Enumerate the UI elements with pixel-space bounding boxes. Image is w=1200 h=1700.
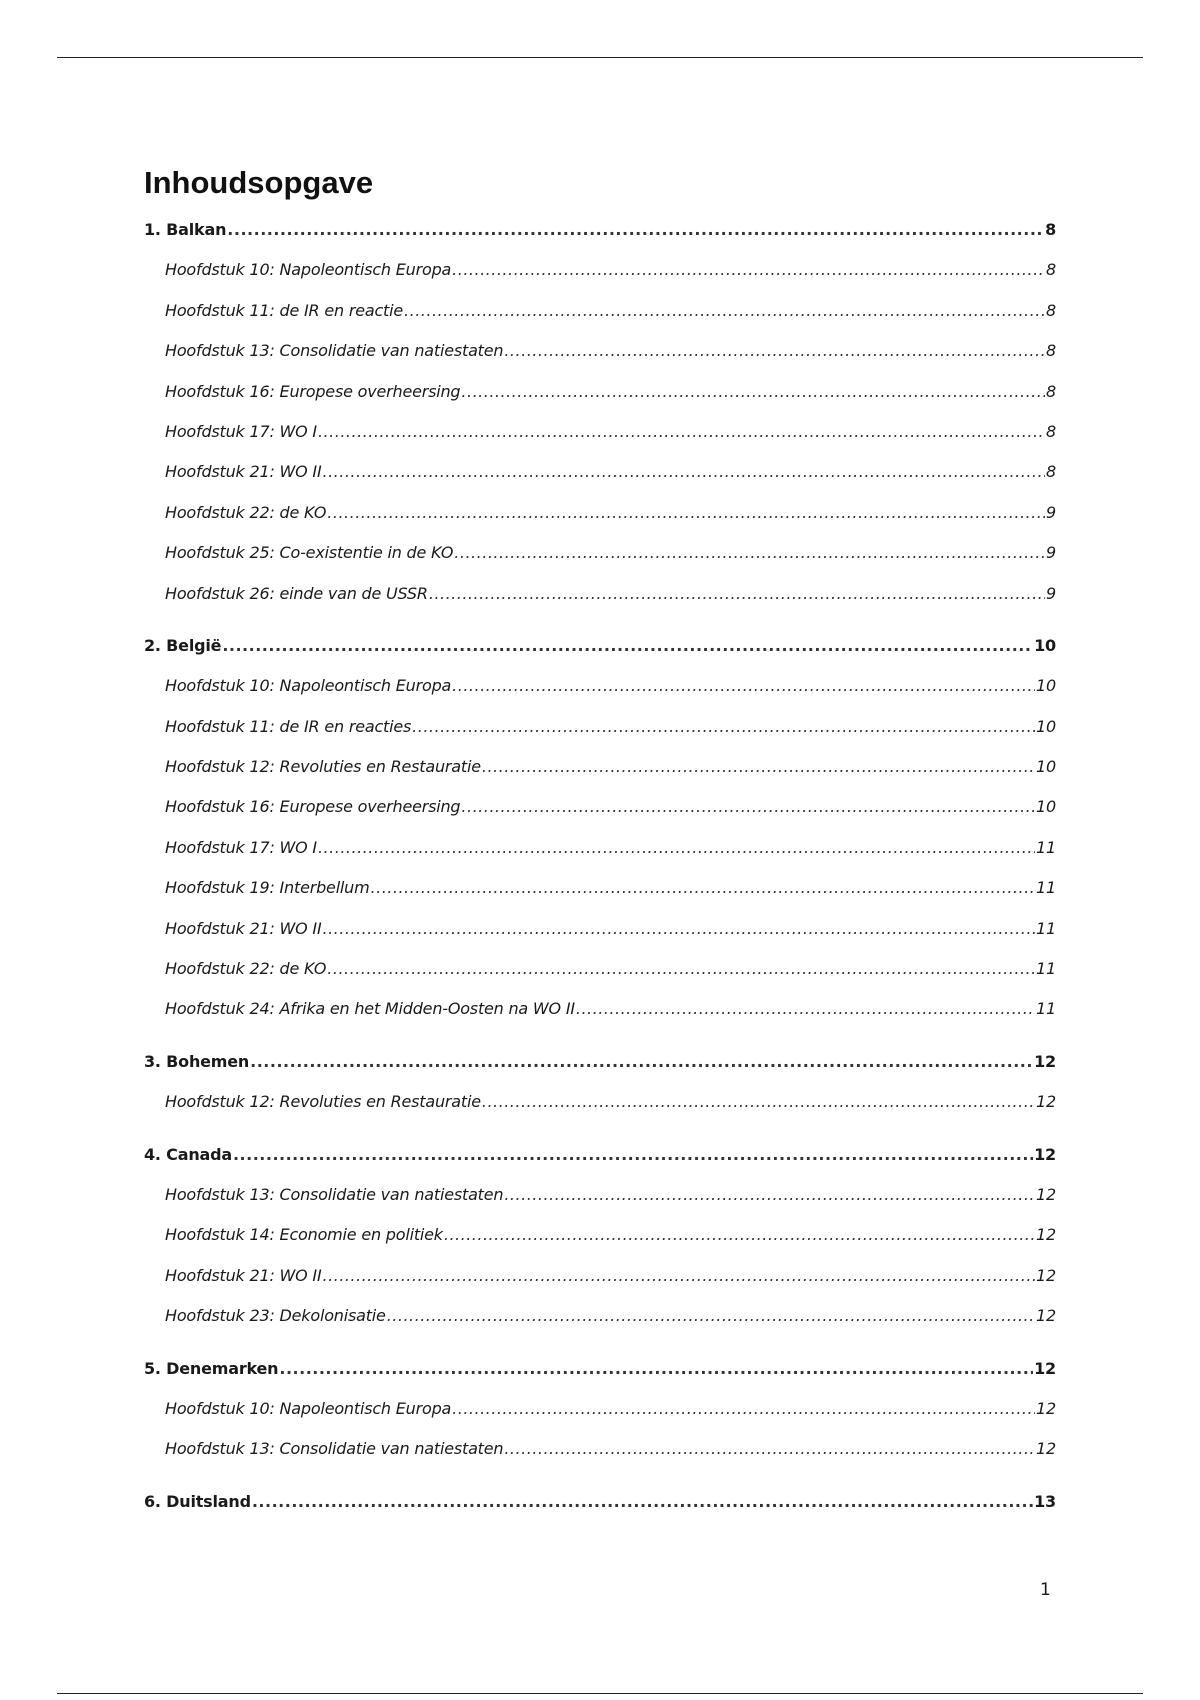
dot-leader <box>412 717 1035 736</box>
page-title: Inhoudsopgave <box>144 165 374 200</box>
toc-subentry[interactable] <box>144 757 1056 797</box>
dot-leader <box>454 543 1045 562</box>
footer-rule <box>57 1693 1143 1694</box>
toc-section <box>144 220 1056 624</box>
toc-entry-page: 10 <box>1036 797 1056 817</box>
toc-entry-page: 9 <box>1046 583 1056 603</box>
toc-entry-page: 10 <box>1036 716 1056 736</box>
dot-leader <box>227 220 1044 239</box>
dot-leader <box>429 584 1045 603</box>
toc-entry-label: Hoofdstuk 19: Interbellum <box>165 878 370 898</box>
toc-entry-label: Hoofdstuk 14: Economie en politiek <box>165 1225 443 1245</box>
toc-entry-page: 8 <box>1046 421 1056 441</box>
dot-leader <box>576 999 1035 1018</box>
dot-leader <box>461 382 1045 401</box>
dot-leader <box>279 1359 1033 1378</box>
toc-entry-label: 3. Bohemen <box>144 1051 250 1071</box>
dot-leader <box>318 422 1045 441</box>
toc-subentry[interactable] <box>144 1185 1056 1225</box>
header-rule <box>57 57 1143 58</box>
toc-entry-label: Hoofdstuk 24: Afrika en het Midden-Oosten na WO II <box>165 999 575 1019</box>
toc-entry-page: 11 <box>1036 918 1056 938</box>
toc-entry-page: 12 <box>1036 1184 1056 1204</box>
toc-section <box>144 1052 1056 1133</box>
dot-leader <box>250 1052 1033 1071</box>
toc-subentry[interactable] <box>144 1225 1056 1265</box>
toc-chapter-entry[interactable] <box>144 1492 1056 1532</box>
toc-entry-page: 12 <box>1036 1225 1056 1245</box>
toc-subentry[interactable] <box>144 676 1056 716</box>
toc-subentry[interactable] <box>144 584 1056 624</box>
toc-entry-label: Hoofdstuk 10: Napoleontisch Europa <box>165 260 452 280</box>
dot-leader <box>322 919 1035 938</box>
toc-entry-label: Hoofdstuk 17: WO I <box>165 837 317 857</box>
toc-entry-label: 4. Canada <box>144 1144 232 1164</box>
toc-list <box>144 220 1056 1532</box>
toc-entry-label: Hoofdstuk 13: Consolidatie van natiestaten <box>165 1184 504 1204</box>
toc-entry-page: 12 <box>1036 1306 1056 1326</box>
toc-entry-page: 12 <box>1036 1265 1056 1285</box>
toc-entry-label: Hoofdstuk 22: de KO <box>165 959 327 979</box>
toc-entry-label: Hoofdstuk 26: einde van de USSR <box>165 583 428 603</box>
toc-subentry[interactable] <box>144 959 1056 999</box>
toc-entry-label: Hoofdstuk 10: Napoleontisch Europa <box>165 676 452 696</box>
dot-leader <box>452 1399 1035 1418</box>
toc-subentry[interactable] <box>144 543 1056 583</box>
toc-entry-label: Hoofdstuk 10: Napoleontisch Europa <box>165 1398 452 1418</box>
toc-subentry[interactable] <box>144 838 1056 878</box>
dot-leader <box>318 838 1035 857</box>
toc-subentry[interactable] <box>144 422 1056 462</box>
toc-section <box>144 636 1056 1040</box>
toc-section <box>144 1359 1056 1480</box>
dot-leader <box>233 1145 1033 1164</box>
toc-subentry[interactable] <box>144 1266 1056 1306</box>
dot-leader <box>482 757 1035 776</box>
toc-chapter-entry[interactable] <box>144 1052 1056 1092</box>
dot-leader <box>452 260 1045 279</box>
toc-entry-page: 11 <box>1036 959 1056 979</box>
toc-entry-page: 12 <box>1036 1398 1056 1418</box>
toc-entry-label: Hoofdstuk 13: Consolidatie van natiestaten <box>165 341 504 361</box>
dot-leader <box>327 959 1035 978</box>
dot-leader <box>322 1266 1035 1285</box>
toc-entry-page: 11 <box>1036 999 1056 1019</box>
toc-entry-label: Hoofdstuk 11: de IR en reactie <box>165 300 404 320</box>
toc-entry-label: 5. Denemarken <box>144 1358 279 1378</box>
toc-entry-page: 12 <box>1036 1439 1056 1459</box>
toc-entry-page: 12 <box>1034 1358 1056 1378</box>
toc-entry-label: Hoofdstuk 12: Revoluties en Restauratie <box>165 757 481 777</box>
dot-leader <box>327 503 1045 522</box>
toc-chapter-entry[interactable] <box>144 220 1056 260</box>
toc-entry-label: 6. Duitsland <box>144 1491 251 1511</box>
toc-subentry[interactable] <box>144 919 1056 959</box>
toc-entry-label: 2. België <box>144 635 222 655</box>
toc-entry-page: 12 <box>1034 1051 1056 1071</box>
dot-leader <box>461 797 1035 816</box>
toc-entry-label: Hoofdstuk 22: de KO <box>165 502 327 522</box>
toc-entry-page: 12 <box>1034 1144 1056 1164</box>
toc-entry-label: Hoofdstuk 21: WO II <box>165 1265 322 1285</box>
dot-leader <box>252 1492 1033 1511</box>
toc-subentry[interactable] <box>144 503 1056 543</box>
toc-subentry[interactable] <box>144 1092 1056 1132</box>
toc-subentry[interactable] <box>144 382 1056 422</box>
toc-entry-page: 9 <box>1046 543 1056 563</box>
toc-entry-label: Hoofdstuk 21: WO II <box>165 462 322 482</box>
toc-subentry[interactable] <box>144 301 1056 341</box>
toc-subentry[interactable] <box>144 1439 1056 1479</box>
toc-section <box>144 1492 1056 1532</box>
toc-subentry[interactable] <box>144 1306 1056 1346</box>
toc-entry-label: Hoofdstuk 12: Revoluties en Restauratie <box>165 1092 481 1112</box>
toc-entry-page: 11 <box>1036 878 1056 898</box>
toc-entry-page: 8 <box>1046 381 1056 401</box>
toc-subentry[interactable] <box>144 1399 1056 1439</box>
dot-leader <box>452 676 1035 695</box>
toc-entry-page: 8 <box>1046 260 1056 280</box>
toc-subentry[interactable] <box>144 341 1056 381</box>
dot-leader <box>504 341 1045 360</box>
toc-subentry[interactable] <box>144 878 1056 918</box>
toc-entry-page: 13 <box>1034 1491 1056 1511</box>
dot-leader <box>504 1185 1035 1204</box>
toc-chapter-entry[interactable] <box>144 636 1056 676</box>
dot-leader <box>482 1092 1035 1111</box>
toc-section <box>144 1145 1056 1347</box>
toc-entry-page: 10 <box>1036 676 1056 696</box>
toc-entry-page: 12 <box>1036 1092 1056 1112</box>
toc-entry-page: 8 <box>1045 220 1056 239</box>
toc-entry-label: Hoofdstuk 13: Consolidatie van natiestaten <box>165 1439 504 1459</box>
toc-chapter-entry[interactable] <box>144 1359 1056 1399</box>
toc-subentry[interactable] <box>144 260 1056 300</box>
toc-chapter-entry[interactable] <box>144 1145 1056 1185</box>
dot-leader <box>371 878 1036 897</box>
toc-entry-label: Hoofdstuk 23: Dekolonisatie <box>165 1306 386 1326</box>
dot-leader <box>222 636 1033 655</box>
toc-entry-page: 10 <box>1034 635 1056 655</box>
toc-entry-label: Hoofdstuk 16: Europese overheersing <box>165 797 461 817</box>
toc-entry-page: 8 <box>1046 341 1056 361</box>
toc-entry-label: Hoofdstuk 17: WO I <box>165 421 317 441</box>
toc-entry-page: 11 <box>1036 837 1056 857</box>
toc-subentry[interactable] <box>144 717 1056 757</box>
toc-entry-page: 8 <box>1046 462 1056 482</box>
toc-entry-label: Hoofdstuk 16: Europese overheersing <box>165 381 461 401</box>
toc-subentry[interactable] <box>144 462 1056 502</box>
toc-subentry[interactable] <box>144 797 1056 837</box>
toc-entry-label: Hoofdstuk 25: Co-existentie in de KO <box>165 543 454 563</box>
dot-leader <box>322 462 1045 481</box>
toc-entry-page: 9 <box>1046 502 1056 522</box>
toc-entry-page: 10 <box>1036 757 1056 777</box>
dot-leader <box>444 1225 1035 1244</box>
dot-leader <box>387 1306 1035 1325</box>
toc-subentry[interactable] <box>144 999 1056 1039</box>
dot-leader <box>504 1439 1035 1458</box>
page-number: 1 <box>1040 1580 1051 1600</box>
toc-entry-page: 8 <box>1046 300 1056 320</box>
toc-entry-label: Hoofdstuk 21: WO II <box>165 918 322 938</box>
toc-entry-label: 1. Balkan <box>144 220 227 239</box>
toc-entry-label: Hoofdstuk 11: de IR en reacties <box>165 716 412 736</box>
dot-leader <box>404 301 1045 320</box>
toc-container <box>144 160 1056 1532</box>
